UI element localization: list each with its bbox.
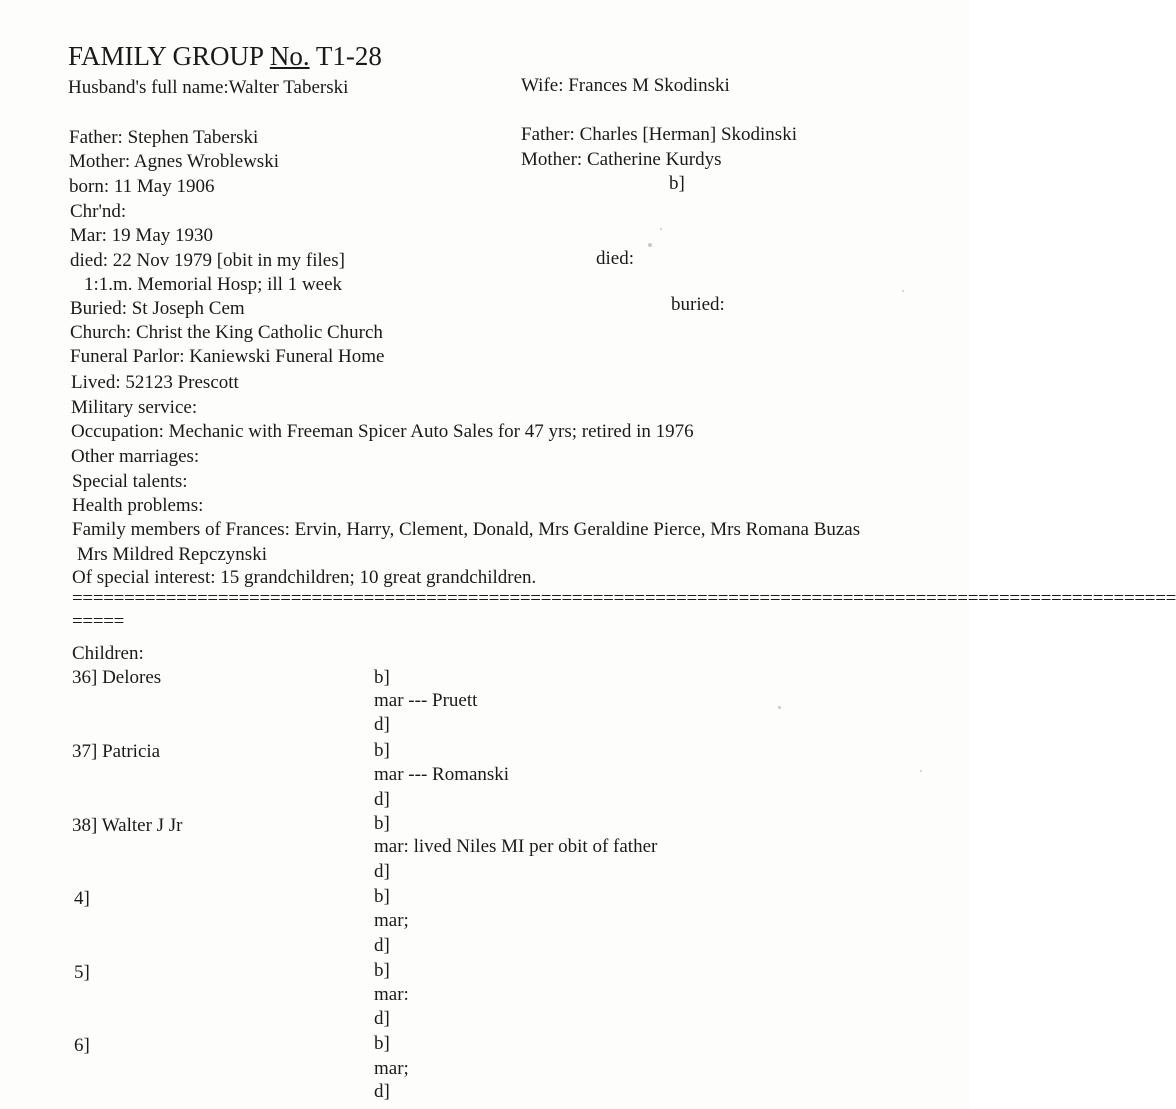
child-died: d] bbox=[374, 861, 390, 882]
wife-born: b] bbox=[669, 173, 685, 194]
family-members: Family members of Frances: Ervin, Harry, Clement, Donald, Mrs Geraldine Pierce, Mrs Romana Buzas bbox=[72, 519, 861, 540]
child-married: mar: lived Niles MI per obit of father bbox=[374, 836, 658, 857]
wife-name: Wife: Frances M Skodinski bbox=[521, 75, 730, 96]
child-name: 37] Patricia bbox=[72, 741, 161, 762]
husband-married: Mar: 19 May 1930 bbox=[70, 225, 214, 246]
child-died: d] bbox=[374, 714, 390, 735]
husband-health: Health problems: bbox=[72, 495, 204, 516]
child-name: 38] Walter J Jr bbox=[72, 815, 183, 836]
husband-occupation: Occupation: Mechanic with Freeman Spicer Auto Sales for 47 yrs; retired in 1976 bbox=[71, 421, 694, 442]
child-married: mar: bbox=[374, 984, 409, 1005]
child-born: b] bbox=[374, 740, 390, 761]
child-married: mar; bbox=[374, 1058, 409, 1079]
separator-line-cont: ===== bbox=[72, 611, 125, 632]
child-married: mar --- Romanski bbox=[374, 764, 510, 785]
scan-speck bbox=[920, 770, 922, 772]
child-name: 6] bbox=[74, 1035, 90, 1056]
wife-buried: buried: bbox=[671, 294, 725, 315]
child-name: 5] bbox=[74, 962, 90, 983]
husband-christened: Chr'nd: bbox=[70, 201, 127, 222]
scan-speck bbox=[660, 228, 662, 230]
husband-other-marriages: Other marriages: bbox=[71, 446, 200, 467]
husband-full-name: Husband's full name:Walter Taberski bbox=[68, 77, 349, 98]
child-born: b] bbox=[374, 960, 390, 981]
page-title bbox=[68, 40, 382, 72]
husband-funeral-parlor: Funeral Parlor: Kaniewski Funeral Home bbox=[70, 346, 385, 367]
child-died: d] bbox=[374, 1081, 390, 1102]
husband-buried: Buried: St Joseph Cem bbox=[70, 298, 245, 319]
child-born: b] bbox=[374, 886, 390, 907]
child-died: d] bbox=[374, 789, 390, 810]
husband-died: died: 22 Nov 1979 [obit in my files] bbox=[70, 250, 345, 271]
special-interest: Of special interest: 15 grandchildren; 10 great grandchildren. bbox=[72, 567, 537, 588]
wife-mother: Mother: Catherine Kurdys bbox=[521, 149, 722, 170]
scan-speck bbox=[902, 290, 904, 292]
husband-mother: Mother: Agnes Wroblewski bbox=[69, 151, 279, 172]
scan-speck bbox=[648, 243, 652, 247]
husband-born: born: 11 May 1906 bbox=[69, 176, 215, 197]
title-number: T1-28 bbox=[309, 41, 382, 71]
child-name: 4] bbox=[74, 888, 90, 909]
scan-speck bbox=[778, 706, 781, 709]
title-no: No. bbox=[269, 41, 310, 71]
husband-father: Father: Stephen Taberski bbox=[69, 127, 259, 148]
child-married: mar; bbox=[374, 910, 409, 931]
title-prefix: FAMILY GROUP bbox=[68, 41, 270, 71]
child-died: d] bbox=[374, 935, 390, 956]
husband-died-detail: 1:1.m. Memorial Hosp; ill 1 week bbox=[84, 274, 343, 295]
wife-father: Father: Charles [Herman] Skodinski bbox=[521, 124, 797, 145]
child-born: b] bbox=[374, 1033, 390, 1054]
husband-lived: Lived: 52123 Prescott bbox=[71, 372, 239, 393]
husband-special-talents: Special talents: bbox=[72, 471, 188, 492]
separator-line: ========================================================================================================== bbox=[72, 588, 1176, 609]
child-born: b] bbox=[374, 667, 390, 688]
wife-died: died: bbox=[596, 248, 634, 269]
husband-military: Military service: bbox=[71, 397, 198, 418]
family-members-cont: Mrs Mildred Repczynski bbox=[77, 544, 267, 565]
child-name: 36] Delores bbox=[72, 667, 162, 688]
child-married: mar --- Pruett bbox=[374, 690, 478, 711]
children-heading: Children: bbox=[72, 643, 144, 664]
child-born: b] bbox=[374, 813, 390, 834]
child-died: d] bbox=[374, 1008, 390, 1029]
husband-church: Church: Christ the King Catholic Church bbox=[70, 322, 383, 343]
